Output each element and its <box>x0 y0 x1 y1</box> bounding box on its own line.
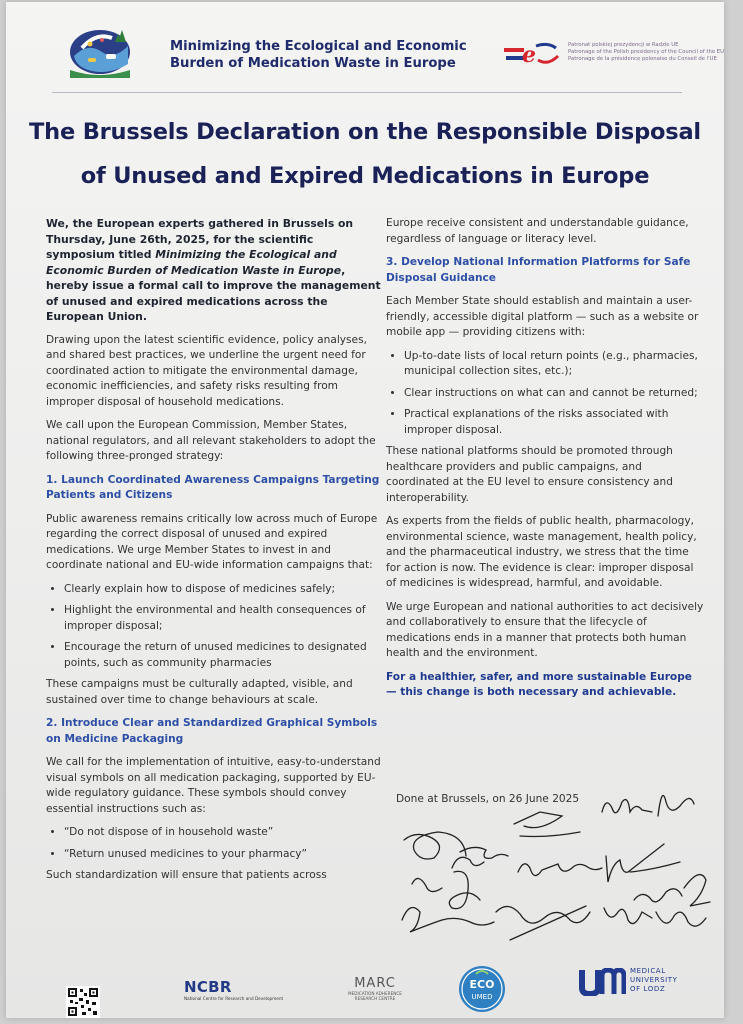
paragraph-call: We call upon the European Commission, Member States, national regulators, and all relevant stakeholders to adopt the following three-pronged strategy: <box>46 419 376 462</box>
heading-information-platforms: 3. Develop National Information Platforms for Safe Disposal Guidance <box>386 256 691 284</box>
poster-header <box>6 2 724 92</box>
signatures-image <box>390 772 720 962</box>
paragraph-standardization: Such standardization will ensure that patients across <box>46 869 327 881</box>
um-text-line2: UNIVERSITY <box>630 976 678 984</box>
marc-logo-text: MARC <box>354 976 396 991</box>
ecumed-logo-icon <box>456 964 508 1014</box>
qr-code-icon <box>66 986 100 1018</box>
paragraph-evidence: Drawing upon the latest scientific evidence, policy analyses, and shared best practices, we underline the urgent need for coordinated action to mitigate the environmental damage, economic inefficiencies, and safety risks resulting from improper disposal of household medications. <box>46 333 367 408</box>
marc-subtitle-line2: RESEARCH CENTRE <box>354 996 396 1001</box>
list-item: • Clear instructions on what can and cannot be returned; <box>404 386 704 402</box>
symbols-bullet-list <box>46 825 384 862</box>
intro-prefix: We, the European experts gathered in Brussels on Thursday, June 26th, 2025, for the scientific symposium titled <box>46 217 354 261</box>
intro-suffix: , hereby issue a formal call to improve the management of unused and expired medications across the European Union. <box>46 263 381 323</box>
symposium-title-line1: Minimizing the Ecological and Economic <box>170 39 467 54</box>
symposium-logo-icon <box>68 24 132 78</box>
ncbr-logo-text: NCBR <box>184 978 232 996</box>
list-item: • “Do not dispose of in household waste” <box>64 825 384 841</box>
footer-logos <box>6 962 724 1018</box>
paragraph-digital-platform: Each Member State should establish and maintain a user-friendly, accessible digital platform — such as a website or mobile app — providing citizens with: <box>386 295 699 338</box>
paragraph-symbols: We call for the implementation of intuitive, easy-to-understand visual symbols on all medication packaging, supported by EU-wide regulatory guidance. These symbols should convey essential instructions such as: <box>46 756 381 815</box>
heading-awareness-campaigns: 1. Launch Coordinated Awareness Campaigns Targeting Patients and Citizens <box>46 473 380 501</box>
list-item: • Highlight the environmental and health consequences of improper disposal; <box>64 603 384 634</box>
paragraph-consistent-guidance: Europe receive consistent and understandable guidance, regardless of language or literacy level. <box>386 217 689 245</box>
um-text-line3: OF LODZ <box>630 985 666 993</box>
eu-presidency-logo-icon <box>502 40 560 68</box>
um-text-line1: MEDICAL <box>630 967 666 975</box>
eco-logo-text: ECO <box>469 978 495 991</box>
marc-logo <box>332 976 418 1010</box>
intro-symposium-title: Minimizing the Ecological and Economic Burden of Medication Waste in Europe <box>46 248 342 277</box>
list-item: • Clearly explain how to dispose of medicines safely; <box>64 582 384 598</box>
declaration-title-line1: The Brussels Declaration on the Responsible Disposal <box>29 119 701 145</box>
heading-graphical-symbols: 2. Introduce Clear and Standardized Graphical Symbols on Medicine Packaging <box>46 717 378 745</box>
ncbr-logo-subtitle: National Centre for Research and Development <box>184 996 284 1001</box>
signing-place-date: Done at Brussels, on 26 June 2025 <box>396 793 580 805</box>
list-item: • Encourage the return of unused medicines to designated points, such as community pharmacies <box>64 640 384 671</box>
campaign-bullet-list <box>46 582 384 672</box>
declaration-poster <box>6 2 724 1018</box>
paragraph-campaign-adaptation: These campaigns must be culturally adapted, visible, and sustained over time to change behaviours at scale. <box>46 678 353 706</box>
symposium-title <box>170 38 490 72</box>
declaration-title-line2: of Unused and Expired Medications in Europe <box>80 163 650 189</box>
left-column <box>46 216 384 892</box>
marc-logo-subtitle <box>332 991 418 1001</box>
list-item: • Up-to-date lists of local return points (e.g., pharmacies, municipal collection sites, etc.); <box>404 349 704 380</box>
platform-bullet-list <box>386 349 704 439</box>
intro-paragraph <box>46 216 384 325</box>
paragraph-experts: As experts from the fields of public health, pharmacology, environmental science, waste management, health policy, and the pharmaceutical industry, we stress that the time for action is now. The evidence is clear: improper disposal of medicines is widespread, harmful, and avoidable. <box>386 515 697 589</box>
list-item: • “Return unused medicines to your pharmacy” <box>64 847 384 863</box>
paragraph-platform-promotion: These national platforms should be promoted through healthcare providers and public campaigns, and coordinated at the EU level to ensure consistency and interoperability. <box>386 445 673 504</box>
right-column <box>386 216 704 709</box>
um-logo-icon <box>578 968 626 996</box>
ncbr-logo <box>184 978 284 1012</box>
svg-text:e: e <box>522 42 536 68</box>
presidency-line-pl: Patronat polskiej prezydencji w Radzie UE <box>568 42 679 48</box>
paragraph-urge-authorities: We urge European and national authorities to act decisively and collaboratively to ensure that the lifecycle of medications ends in a manner that protects both human health and the environment. <box>386 600 704 659</box>
header-divider <box>52 92 682 93</box>
presidency-line-fr: Patronage de la présidence polonaise du Conseil de l'UE <box>568 56 717 62</box>
marc-subtitle-line1: MEDICATION ADHERENCE <box>348 991 402 996</box>
paragraph-public-awareness: Public awareness remains critically low across much of Europe regarding the correct disposal of unused and expired medications. We urge Member States to invest in and coordinate national and EU-wide information campaigns that: <box>46 512 378 571</box>
umed-logo-text: UMED <box>471 993 493 1001</box>
closing-statement: For a healthier, safer, and more sustainable Europe — this change is both necessary and achievable. <box>386 670 692 698</box>
presidency-line-en: Patronage of the Polish presidency of the Council of the EU <box>568 49 725 55</box>
list-item: • Practical explanations of the risks associated with improper disposal. <box>404 407 704 438</box>
um-logo-text <box>630 967 678 994</box>
medical-university-lodz-logo <box>578 966 698 1006</box>
declaration-title <box>6 110 724 198</box>
symposium-title-line2: Burden of Medication Waste in Europe <box>170 56 456 71</box>
presidency-patronage-text <box>568 42 725 63</box>
